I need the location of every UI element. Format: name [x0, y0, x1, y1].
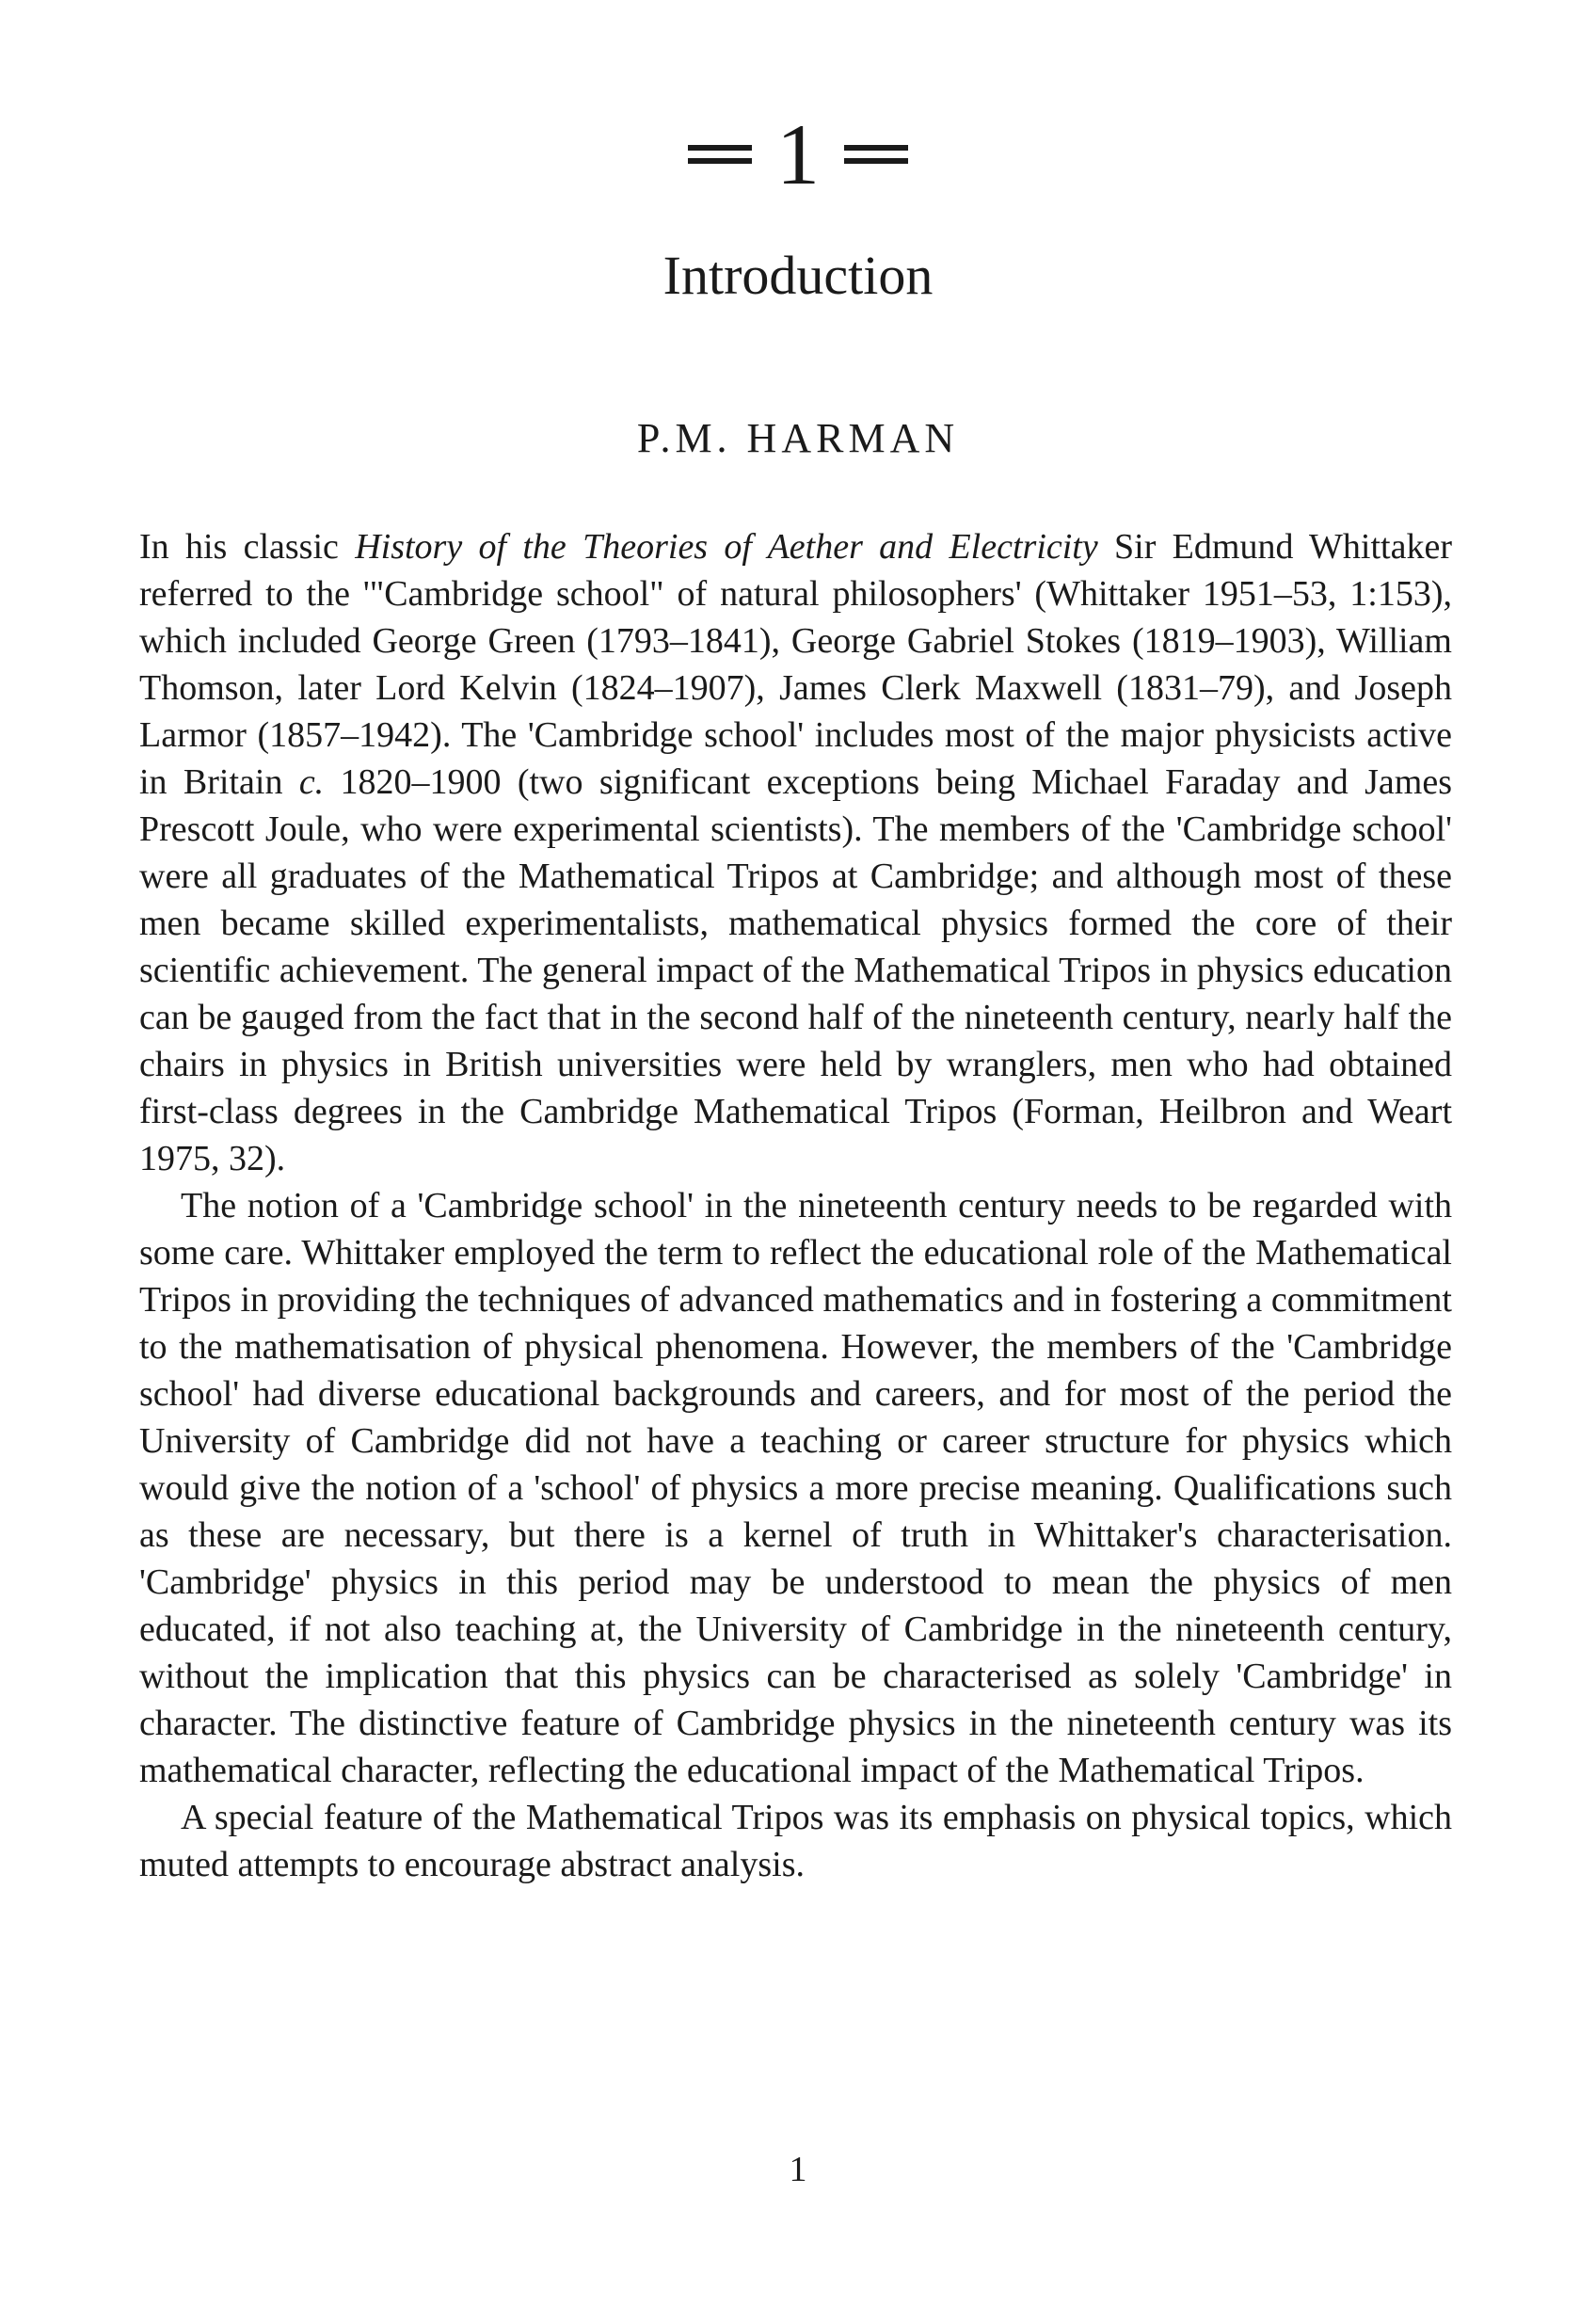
author-name: P.M. HARMAN — [636, 415, 960, 461]
paragraph-1-text-a: Sir Edmund Whittaker referred to the '"Cambridge school" of natural philosophers' (Whittaker 1951–53, 1:153), which included George Green (1793–1841), George Gabriel Stokes (1819–1903), William Thomson, later Lord Kelvin (1824–1907), James Clerk Maxwell (1831–79), and Joseph Larmor (1857–1942). The 'Cambridge school' includes most of the major physicists active in Britain — [139, 527, 1452, 802]
circa-italic: c. — [298, 762, 325, 802]
page-number: 1 — [789, 2150, 807, 2189]
chapter-number-heading — [0, 106, 1596, 202]
body-text — [139, 523, 1452, 1888]
paragraph-3: A special feature of the Mathematical Tripos was its emphasis on physical topics, which muted attempts to encourage abstract analysis. — [139, 1798, 1452, 1884]
paragraph-1-text-b: 1820–1900 (two significant exceptions being Michael Faraday and James Prescott Joule, who were experimental scientists). The members of the 'Cambridge school' were all graduates of the Mathematical Tripos at Cambridge; and although most of these men became skilled experimentalists, mathematical physics formed the core of their scientific achievement. The general impact of the Mathematical Tripos in physics education can be gauged from the fact that in the second half of the nineteenth century, nearly half the chairs in physics in British universities were held by wranglers, men who had obtained first-class degrees in the Cambridge Mathematical Tripos (Forman, Heilbron and Weart 1975, 32). — [139, 762, 1452, 1178]
chapter-number: 1 — [776, 106, 820, 202]
paragraph-2: The notion of a 'Cambridge school' in the nineteenth century needs to be regarded with some care. Whittaker employed the term to reflect the educational role of the Mathematical Tripos in providing the techniques of advanced mathematics and in fostering a commitment to the mathematisation of physical phenomena. However, the members of the 'Cambridge school' had diverse educational backgrounds and careers, and for most of the period the University of Cambridge did not have a teaching or career structure for physics which would give the notion of a 'school' of physics a more precise meaning. Qualifications such as these are necessary, but there is a kernel of truth in Whittaker's characterisation. 'Cambridge' physics in this period may be understood to mean the physics of men educated, if not also teaching at, the University of Cambridge in the nineteenth century, without the implication that this physics can be characterised as solely 'Cambridge' in character. The distinctive feature of Cambridge physics in the nineteenth century was its mathematical character, reflecting the educational impact of the Mathematical Tripos. — [139, 1186, 1452, 1790]
paragraph-1 — [139, 523, 1452, 1182]
left-double-rule — [688, 145, 752, 164]
right-double-rule — [844, 145, 908, 164]
paragraph-1-intro: In his classic — [139, 527, 356, 567]
chapter-title: Introduction — [662, 245, 934, 306]
book-title-italic: History of the Theories of Aether and Electricity — [355, 527, 1098, 567]
